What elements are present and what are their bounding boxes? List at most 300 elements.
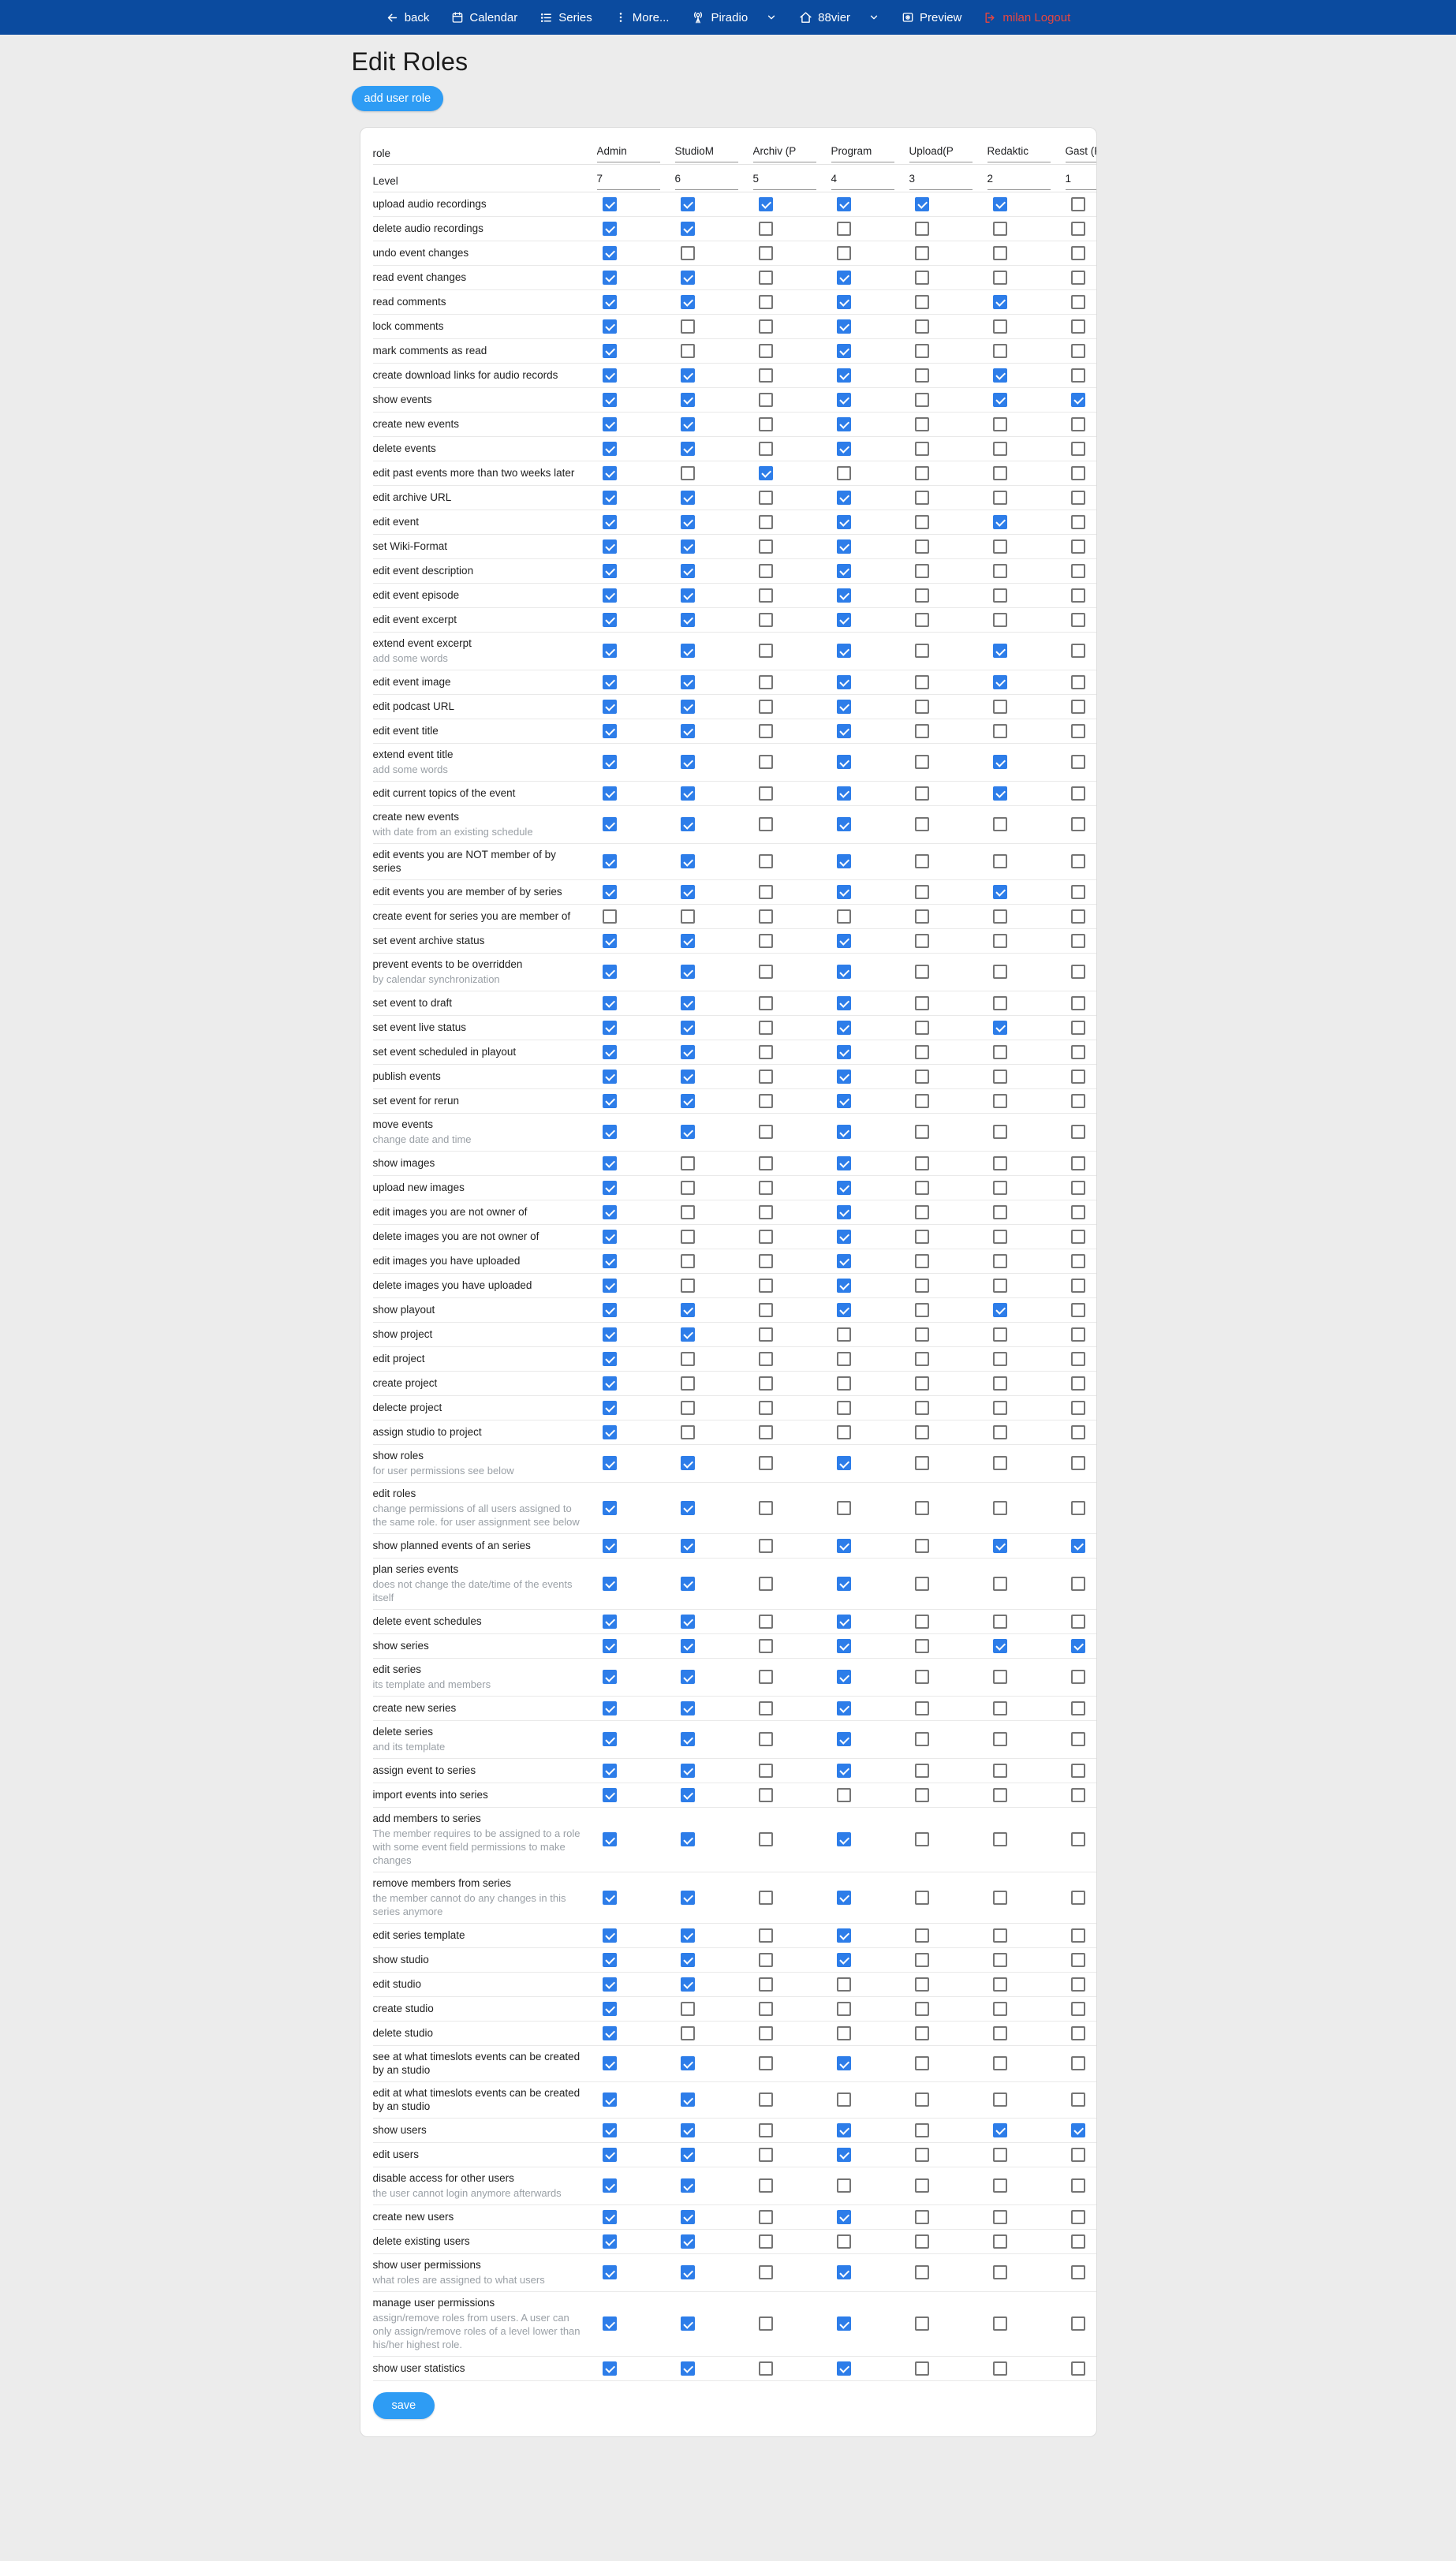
permission-checkbox[interactable]: [993, 2026, 1007, 2040]
permission-checkbox[interactable]: [915, 222, 929, 236]
permission-checkbox[interactable]: [837, 1125, 851, 1139]
permission-checkbox[interactable]: [915, 1425, 929, 1439]
permission-checkbox[interactable]: [603, 1764, 617, 1778]
column-name-input[interactable]: [831, 144, 894, 162]
permission-checkbox[interactable]: [915, 854, 929, 868]
permission-checkbox[interactable]: [993, 1456, 1007, 1470]
permission-checkbox[interactable]: [837, 539, 851, 554]
permission-checkbox[interactable]: [915, 246, 929, 260]
permission-checkbox[interactable]: [603, 786, 617, 801]
permission-checkbox[interactable]: [837, 1670, 851, 1684]
permission-checkbox[interactable]: [993, 1021, 1007, 1035]
column-name-input[interactable]: [753, 144, 816, 162]
permission-checkbox[interactable]: [681, 246, 695, 260]
permission-checkbox[interactable]: [603, 965, 617, 979]
permission-checkbox[interactable]: [1071, 393, 1085, 407]
permission-checkbox[interactable]: [759, 515, 773, 529]
permission-checkbox[interactable]: [681, 1456, 695, 1470]
permission-checkbox[interactable]: [681, 1928, 695, 1943]
permission-checkbox[interactable]: [915, 1832, 929, 1846]
permission-checkbox[interactable]: [1071, 2002, 1085, 2016]
permission-checkbox[interactable]: [993, 539, 1007, 554]
permission-checkbox[interactable]: [681, 724, 695, 738]
permission-checkbox[interactable]: [993, 246, 1007, 260]
permission-checkbox[interactable]: [603, 700, 617, 714]
permission-checkbox[interactable]: [681, 417, 695, 431]
permission-checkbox[interactable]: [681, 1732, 695, 1746]
permission-checkbox[interactable]: [759, 885, 773, 899]
permission-checkbox[interactable]: [1071, 2265, 1085, 2279]
permission-checkbox[interactable]: [837, 246, 851, 260]
permission-checkbox[interactable]: [759, 1891, 773, 1905]
permission-checkbox[interactable]: [681, 755, 695, 769]
permission-checkbox[interactable]: [603, 491, 617, 505]
permission-checkbox[interactable]: [1071, 1977, 1085, 1992]
permission-checkbox[interactable]: [1071, 222, 1085, 236]
permission-checkbox[interactable]: [837, 319, 851, 334]
permission-checkbox[interactable]: [837, 2123, 851, 2137]
permission-checkbox[interactable]: [759, 1977, 773, 1992]
permission-checkbox[interactable]: [603, 1456, 617, 1470]
permission-checkbox[interactable]: [759, 1928, 773, 1943]
permission-checkbox[interactable]: [915, 1953, 929, 1967]
permission-checkbox[interactable]: [993, 1401, 1007, 1415]
permission-checkbox[interactable]: [993, 755, 1007, 769]
permission-checkbox[interactable]: [993, 1928, 1007, 1943]
permission-checkbox[interactable]: [759, 644, 773, 658]
permission-checkbox[interactable]: [759, 2265, 773, 2279]
permission-checkbox[interactable]: [915, 2123, 929, 2137]
nav-back[interactable]: [386, 11, 430, 24]
permission-checkbox[interactable]: [915, 1539, 929, 1553]
permission-checkbox[interactable]: [603, 515, 617, 529]
permission-checkbox[interactable]: [837, 1205, 851, 1219]
permission-checkbox[interactable]: [603, 885, 617, 899]
permission-checkbox[interactable]: [915, 675, 929, 689]
permission-checkbox[interactable]: [1071, 965, 1085, 979]
permission-checkbox[interactable]: [603, 1615, 617, 1629]
permission-checkbox[interactable]: [993, 491, 1007, 505]
permission-checkbox[interactable]: [837, 368, 851, 383]
permission-checkbox[interactable]: [759, 1156, 773, 1170]
permission-checkbox[interactable]: [1071, 466, 1085, 480]
permission-checkbox[interactable]: [837, 1639, 851, 1653]
permission-checkbox[interactable]: [915, 1156, 929, 1170]
permission-checkbox[interactable]: [837, 909, 851, 924]
permission-checkbox[interactable]: [681, 319, 695, 334]
permission-checkbox[interactable]: [915, 965, 929, 979]
permission-checkbox[interactable]: [915, 1254, 929, 1268]
permission-checkbox[interactable]: [603, 1352, 617, 1366]
permission-checkbox[interactable]: [681, 222, 695, 236]
permission-checkbox[interactable]: [1071, 1425, 1085, 1439]
permission-checkbox[interactable]: [759, 700, 773, 714]
permission-checkbox[interactable]: [759, 934, 773, 948]
permission-checkbox[interactable]: [1071, 564, 1085, 578]
permission-checkbox[interactable]: [837, 564, 851, 578]
permission-checkbox[interactable]: [915, 755, 929, 769]
permission-checkbox[interactable]: [681, 675, 695, 689]
permission-checkbox[interactable]: [837, 295, 851, 309]
permission-checkbox[interactable]: [603, 442, 617, 456]
permission-checkbox[interactable]: [915, 1401, 929, 1415]
permission-checkbox[interactable]: [603, 295, 617, 309]
permission-checkbox[interactable]: [1071, 1577, 1085, 1591]
permission-checkbox[interactable]: [993, 909, 1007, 924]
permission-checkbox[interactable]: [993, 965, 1007, 979]
permission-checkbox[interactable]: [681, 1156, 695, 1170]
permission-checkbox[interactable]: [681, 1230, 695, 1244]
permission-checkbox[interactable]: [759, 2148, 773, 2162]
permission-checkbox[interactable]: [759, 965, 773, 979]
permission-checkbox[interactable]: [837, 393, 851, 407]
permission-checkbox[interactable]: [915, 1615, 929, 1629]
permission-checkbox[interactable]: [681, 1352, 695, 1366]
permission-checkbox[interactable]: [837, 2361, 851, 2376]
permission-checkbox[interactable]: [681, 1764, 695, 1778]
permission-checkbox[interactable]: [759, 1327, 773, 1342]
permission-checkbox[interactable]: [681, 197, 695, 211]
permission-checkbox[interactable]: [1071, 996, 1085, 1010]
permission-checkbox[interactable]: [681, 491, 695, 505]
permission-checkbox[interactable]: [993, 2316, 1007, 2331]
permission-checkbox[interactable]: [915, 1352, 929, 1366]
permission-checkbox[interactable]: [1071, 1701, 1085, 1715]
permission-checkbox[interactable]: [759, 613, 773, 627]
permission-checkbox[interactable]: [915, 368, 929, 383]
column-name-input[interactable]: [1066, 144, 1097, 162]
permission-checkbox[interactable]: [993, 2092, 1007, 2107]
permission-checkbox[interactable]: [915, 613, 929, 627]
permission-checkbox[interactable]: [759, 2361, 773, 2376]
permission-checkbox[interactable]: [603, 1539, 617, 1553]
permission-checkbox[interactable]: [915, 344, 929, 358]
permission-checkbox[interactable]: [993, 644, 1007, 658]
permission-checkbox[interactable]: [993, 700, 1007, 714]
permission-checkbox[interactable]: [1071, 1456, 1085, 1470]
permission-checkbox[interactable]: [837, 1928, 851, 1943]
permission-checkbox[interactable]: [1071, 2178, 1085, 2193]
permission-checkbox[interactable]: [681, 515, 695, 529]
permission-checkbox[interactable]: [837, 2148, 851, 2162]
permission-checkbox[interactable]: [759, 854, 773, 868]
permission-checkbox[interactable]: [837, 1615, 851, 1629]
permission-checkbox[interactable]: [1071, 1670, 1085, 1684]
permission-checkbox[interactable]: [681, 1070, 695, 1084]
permission-checkbox[interactable]: [681, 393, 695, 407]
permission-checkbox[interactable]: [681, 2234, 695, 2249]
permission-checkbox[interactable]: [1071, 1021, 1085, 1035]
permission-checkbox[interactable]: [915, 644, 929, 658]
permission-checkbox[interactable]: [993, 1639, 1007, 1653]
permission-checkbox[interactable]: [759, 1279, 773, 1293]
permission-checkbox[interactable]: [993, 1732, 1007, 1746]
permission-checkbox[interactable]: [993, 564, 1007, 578]
permission-checkbox[interactable]: [759, 1254, 773, 1268]
permission-checkbox[interactable]: [993, 1045, 1007, 1059]
permission-checkbox[interactable]: [759, 817, 773, 831]
permission-checkbox[interactable]: [1071, 1615, 1085, 1629]
permission-checkbox[interactable]: [915, 2056, 929, 2070]
permission-checkbox[interactable]: [681, 1254, 695, 1268]
permission-checkbox[interactable]: [993, 588, 1007, 603]
permission-checkbox[interactable]: [759, 1125, 773, 1139]
permission-checkbox[interactable]: [837, 1456, 851, 1470]
permission-checkbox[interactable]: [681, 885, 695, 899]
permission-checkbox[interactable]: [993, 2002, 1007, 2016]
permission-checkbox[interactable]: [993, 1891, 1007, 1905]
permission-checkbox[interactable]: [915, 1303, 929, 1317]
permission-checkbox[interactable]: [759, 2092, 773, 2107]
permission-checkbox[interactable]: [1071, 1094, 1085, 1108]
permission-checkbox[interactable]: [603, 393, 617, 407]
permission-checkbox[interactable]: [837, 644, 851, 658]
permission-checkbox[interactable]: [681, 442, 695, 456]
permission-checkbox[interactable]: [603, 934, 617, 948]
permission-checkbox[interactable]: [1071, 700, 1085, 714]
permission-checkbox[interactable]: [759, 197, 773, 211]
permission-checkbox[interactable]: [915, 1501, 929, 1515]
permission-checkbox[interactable]: [915, 1327, 929, 1342]
permission-checkbox[interactable]: [681, 1425, 695, 1439]
permission-checkbox[interactable]: [993, 1070, 1007, 1084]
permission-checkbox[interactable]: [993, 197, 1007, 211]
permission-checkbox[interactable]: [837, 1539, 851, 1553]
permission-checkbox[interactable]: [681, 1832, 695, 1846]
permission-checkbox[interactable]: [837, 1732, 851, 1746]
permission-checkbox[interactable]: [837, 197, 851, 211]
permission-checkbox[interactable]: [603, 2210, 617, 2224]
permission-checkbox[interactable]: [681, 854, 695, 868]
permission-checkbox[interactable]: [993, 934, 1007, 948]
permission-checkbox[interactable]: [1071, 491, 1085, 505]
permission-checkbox[interactable]: [759, 1352, 773, 1366]
permission-checkbox[interactable]: [681, 1670, 695, 1684]
column-name-input[interactable]: [909, 144, 973, 162]
permission-checkbox[interactable]: [759, 319, 773, 334]
permission-checkbox[interactable]: [759, 2316, 773, 2331]
permission-checkbox[interactable]: [837, 1094, 851, 1108]
permission-checkbox[interactable]: [915, 909, 929, 924]
permission-checkbox[interactable]: [603, 246, 617, 260]
permission-checkbox[interactable]: [837, 2234, 851, 2249]
permission-checkbox[interactable]: [915, 1094, 929, 1108]
permission-checkbox[interactable]: [681, 2361, 695, 2376]
permission-checkbox[interactable]: [603, 996, 617, 1010]
permission-checkbox[interactable]: [915, 1021, 929, 1035]
permission-checkbox[interactable]: [681, 1181, 695, 1195]
permission-checkbox[interactable]: [759, 1045, 773, 1059]
permission-checkbox[interactable]: [837, 2210, 851, 2224]
permission-checkbox[interactable]: [993, 295, 1007, 309]
permission-checkbox[interactable]: [603, 1832, 617, 1846]
permission-checkbox[interactable]: [837, 491, 851, 505]
permission-checkbox[interactable]: [681, 1327, 695, 1342]
permission-checkbox[interactable]: [759, 1303, 773, 1317]
permission-checkbox[interactable]: [1071, 2210, 1085, 2224]
permission-checkbox[interactable]: [915, 2234, 929, 2249]
permission-checkbox[interactable]: [603, 1230, 617, 1244]
permission-checkbox[interactable]: [993, 1764, 1007, 1778]
permission-checkbox[interactable]: [1071, 2316, 1085, 2331]
permission-checkbox[interactable]: [603, 2056, 617, 2070]
permission-checkbox[interactable]: [993, 1670, 1007, 1684]
permission-checkbox[interactable]: [681, 344, 695, 358]
permission-checkbox[interactable]: [1071, 197, 1085, 211]
permission-checkbox[interactable]: [759, 2123, 773, 2137]
permission-checkbox[interactable]: [681, 644, 695, 658]
permission-checkbox[interactable]: [837, 786, 851, 801]
permission-checkbox[interactable]: [1071, 1254, 1085, 1268]
permission-checkbox[interactable]: [993, 1205, 1007, 1219]
permission-checkbox[interactable]: [915, 724, 929, 738]
permission-checkbox[interactable]: [759, 344, 773, 358]
permission-checkbox[interactable]: [681, 466, 695, 480]
permission-checkbox[interactable]: [837, 2316, 851, 2331]
permission-checkbox[interactable]: [759, 1401, 773, 1415]
permission-checkbox[interactable]: [759, 724, 773, 738]
permission-checkbox[interactable]: [681, 2092, 695, 2107]
permission-checkbox[interactable]: [1071, 1045, 1085, 1059]
permission-checkbox[interactable]: [837, 442, 851, 456]
permission-checkbox[interactable]: [603, 1070, 617, 1084]
permission-checkbox[interactable]: [759, 1670, 773, 1684]
permission-checkbox[interactable]: [759, 675, 773, 689]
permission-checkbox[interactable]: [837, 1832, 851, 1846]
permission-checkbox[interactable]: [915, 2002, 929, 2016]
permission-checkbox[interactable]: [681, 996, 695, 1010]
permission-checkbox[interactable]: [603, 1701, 617, 1715]
permission-checkbox[interactable]: [1071, 344, 1085, 358]
permission-checkbox[interactable]: [759, 246, 773, 260]
permission-checkbox[interactable]: [993, 1577, 1007, 1591]
nav-series[interactable]: [539, 11, 592, 24]
permission-checkbox[interactable]: [759, 1094, 773, 1108]
permission-checkbox[interactable]: [993, 344, 1007, 358]
permission-checkbox[interactable]: [915, 2092, 929, 2107]
permission-checkbox[interactable]: [837, 466, 851, 480]
permission-checkbox[interactable]: [759, 1832, 773, 1846]
permission-checkbox[interactable]: [759, 1070, 773, 1084]
add-user-role-button[interactable]: add user role: [352, 86, 444, 111]
nav-more[interactable]: [614, 11, 670, 24]
permission-checkbox[interactable]: [603, 1891, 617, 1905]
permission-checkbox[interactable]: [603, 564, 617, 578]
permission-checkbox[interactable]: [759, 1376, 773, 1391]
permission-checkbox[interactable]: [681, 1021, 695, 1035]
permission-checkbox[interactable]: [915, 885, 929, 899]
permission-checkbox[interactable]: [1071, 1764, 1085, 1778]
permission-checkbox[interactable]: [837, 885, 851, 899]
permission-checkbox[interactable]: [681, 700, 695, 714]
permission-checkbox[interactable]: [993, 1327, 1007, 1342]
column-name-input[interactable]: [987, 144, 1051, 162]
permission-checkbox[interactable]: [993, 1953, 1007, 1967]
column-level-input[interactable]: [831, 171, 894, 190]
permission-checkbox[interactable]: [681, 1376, 695, 1391]
column-level-input[interactable]: [1066, 171, 1097, 190]
permission-checkbox[interactable]: [1071, 934, 1085, 948]
permission-checkbox[interactable]: [993, 885, 1007, 899]
permission-checkbox[interactable]: [681, 1279, 695, 1293]
permission-checkbox[interactable]: [681, 909, 695, 924]
permission-checkbox[interactable]: [915, 564, 929, 578]
permission-checkbox[interactable]: [681, 1501, 695, 1515]
permission-checkbox[interactable]: [915, 2178, 929, 2193]
permission-checkbox[interactable]: [837, 1764, 851, 1778]
permission-checkbox[interactable]: [915, 817, 929, 831]
permission-checkbox[interactable]: [1071, 442, 1085, 456]
permission-checkbox[interactable]: [603, 1303, 617, 1317]
permission-checkbox[interactable]: [1071, 644, 1085, 658]
permission-checkbox[interactable]: [993, 675, 1007, 689]
permission-checkbox[interactable]: [681, 2148, 695, 2162]
permission-checkbox[interactable]: [837, 934, 851, 948]
permission-checkbox[interactable]: [837, 1303, 851, 1317]
permission-checkbox[interactable]: [915, 1577, 929, 1591]
permission-checkbox[interactable]: [681, 295, 695, 309]
permission-checkbox[interactable]: [1071, 854, 1085, 868]
column-level-input[interactable]: [753, 171, 816, 190]
permission-checkbox[interactable]: [1071, 2092, 1085, 2107]
permission-checkbox[interactable]: [993, 442, 1007, 456]
permission-checkbox[interactable]: [993, 817, 1007, 831]
permission-checkbox[interactable]: [1071, 1279, 1085, 1293]
permission-checkbox[interactable]: [603, 1094, 617, 1108]
column-level-input[interactable]: [987, 171, 1051, 190]
permission-checkbox[interactable]: [837, 1977, 851, 1992]
permission-checkbox[interactable]: [759, 564, 773, 578]
nav-station-dropdown[interactable]: [799, 11, 879, 24]
permission-checkbox[interactable]: [993, 271, 1007, 285]
permission-checkbox[interactable]: [759, 222, 773, 236]
permission-checkbox[interactable]: [1071, 1788, 1085, 1802]
permission-checkbox[interactable]: [759, 996, 773, 1010]
permission-checkbox[interactable]: [759, 1230, 773, 1244]
permission-checkbox[interactable]: [915, 1891, 929, 1905]
permission-checkbox[interactable]: [603, 417, 617, 431]
permission-checkbox[interactable]: [759, 1615, 773, 1629]
permission-checkbox[interactable]: [1071, 417, 1085, 431]
permission-checkbox[interactable]: [915, 1456, 929, 1470]
permission-checkbox[interactable]: [1071, 1070, 1085, 1084]
permission-checkbox[interactable]: [915, 1045, 929, 1059]
permission-checkbox[interactable]: [1071, 2361, 1085, 2376]
permission-checkbox[interactable]: [603, 1977, 617, 1992]
permission-checkbox[interactable]: [603, 1376, 617, 1391]
permission-checkbox[interactable]: [681, 1125, 695, 1139]
permission-checkbox[interactable]: [759, 2056, 773, 2070]
permission-checkbox[interactable]: [837, 2056, 851, 2070]
permission-checkbox[interactable]: [603, 319, 617, 334]
permission-checkbox[interactable]: [759, 1577, 773, 1591]
permission-checkbox[interactable]: [837, 996, 851, 1010]
nav-piradio-dropdown[interactable]: [691, 10, 777, 24]
permission-checkbox[interactable]: [759, 466, 773, 480]
permission-checkbox[interactable]: [603, 817, 617, 831]
permission-checkbox[interactable]: [681, 1891, 695, 1905]
permission-checkbox[interactable]: [1071, 885, 1085, 899]
permission-checkbox[interactable]: [837, 1425, 851, 1439]
permission-checkbox[interactable]: [1071, 588, 1085, 603]
permission-checkbox[interactable]: [603, 2316, 617, 2331]
permission-checkbox[interactable]: [1071, 675, 1085, 689]
permission-checkbox[interactable]: [915, 786, 929, 801]
permission-checkbox[interactable]: [915, 295, 929, 309]
permission-checkbox[interactable]: [681, 2056, 695, 2070]
permission-checkbox[interactable]: [837, 1352, 851, 1366]
permission-checkbox[interactable]: [603, 2265, 617, 2279]
